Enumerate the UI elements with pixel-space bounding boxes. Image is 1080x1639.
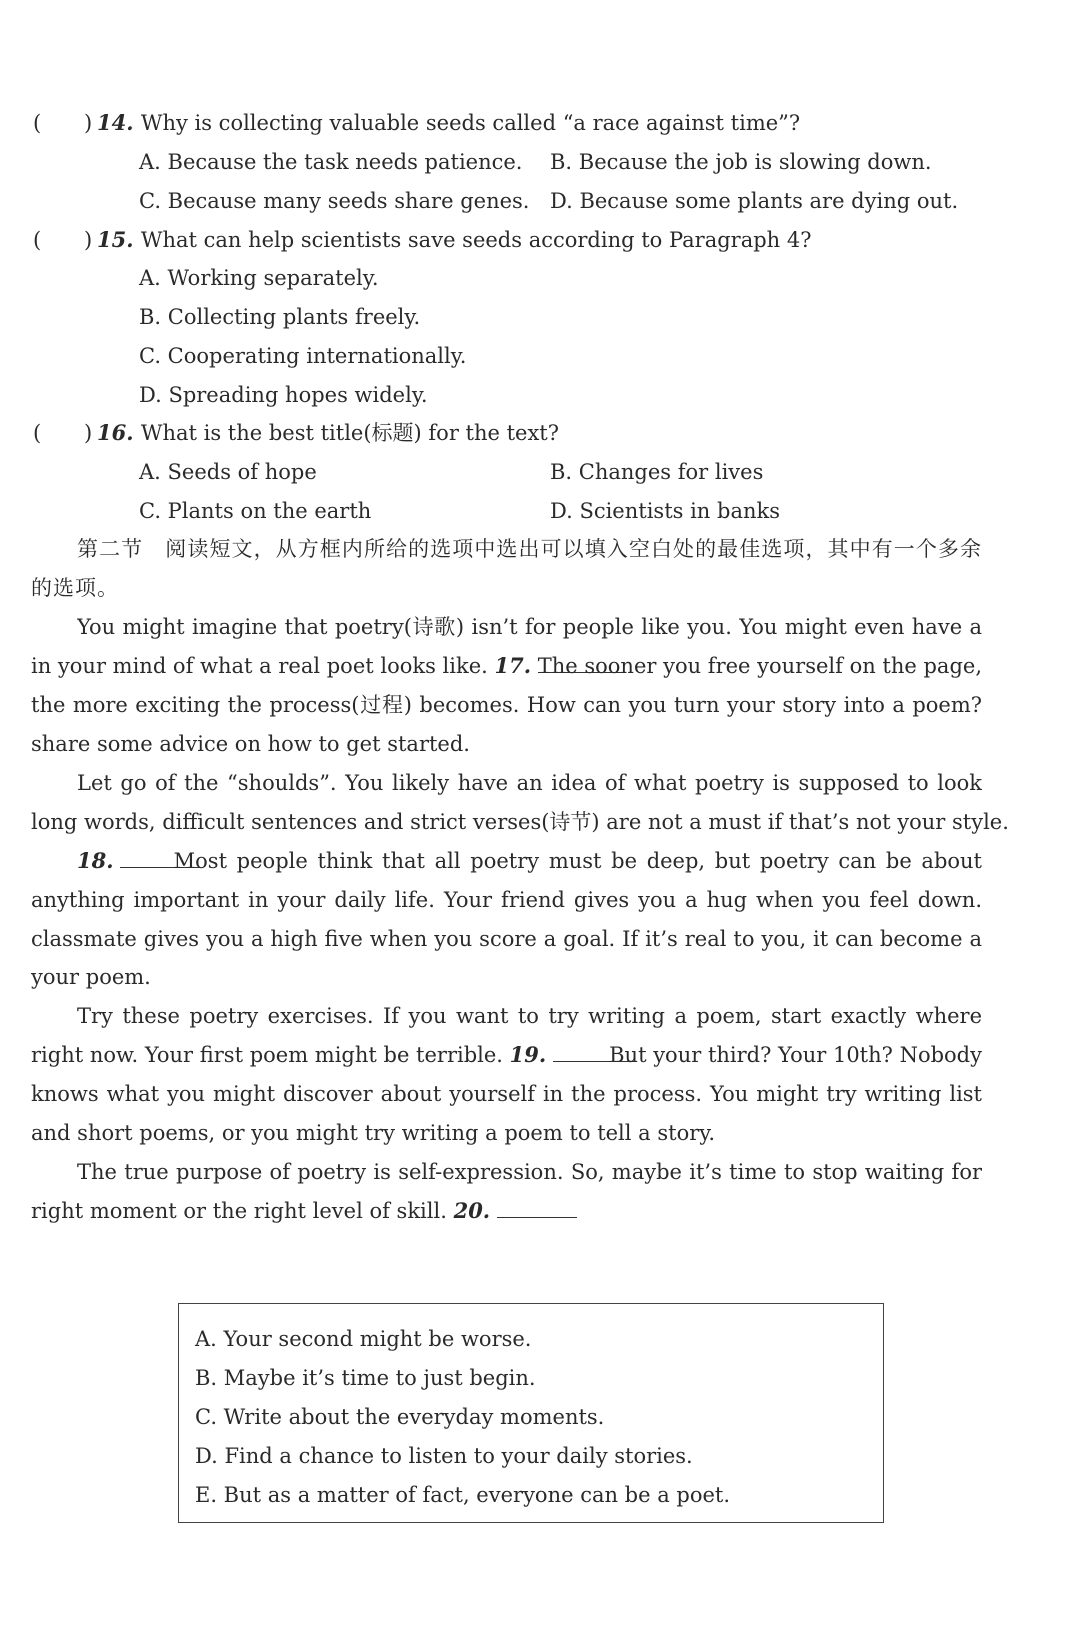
- passage-p3-line1: [77, 847, 982, 875]
- q14-option-a: A. Because the task needs patience.: [139, 150, 523, 174]
- question-15: 15. What can help scientists save seeds according to Paragraph 4?: [97, 227, 812, 252]
- passage-p3-line4: your poem.: [31, 965, 151, 989]
- passage-text: The sooner you free yourself on the page,: [537, 654, 982, 678]
- passage-text: right moment or the right level of skill.: [31, 1199, 447, 1223]
- choice-a: A. Your second might be worse.: [195, 1327, 532, 1351]
- passage-p4-line3: knows what you might discover about yourself in the process. You might try writing list: [31, 1082, 982, 1106]
- question-stem-14: Why is collecting valuable seeds called “a race against time”?: [140, 111, 801, 135]
- q15-option-b: B. Collecting plants freely.: [139, 305, 421, 329]
- passage-p2-line1: Let go of the “shoulds”. You likely have an idea of what poetry is supposed to look: [77, 771, 982, 795]
- q16-option-c: C. Plants on the earth: [139, 499, 372, 523]
- passage-p3-line3: classmate gives you a high five when you score a goal. If it’s real to you, it can become a: [31, 927, 982, 951]
- options-box: [178, 1303, 884, 1523]
- q16-option-a: A. Seeds of hope: [139, 460, 317, 484]
- choice-b: B. Maybe it’s time to just begin.: [195, 1366, 536, 1390]
- passage-p4-line2: [31, 1041, 982, 1069]
- passage-text: in your mind of what a real poet looks like.: [31, 654, 488, 678]
- question-stem-15: What can help scientists save seeds according to Paragraph 4?: [140, 228, 812, 252]
- blank-number-18: 18.: [77, 848, 114, 873]
- question-number-16: 16: [97, 420, 127, 445]
- answer-paren-open-14: (: [33, 111, 42, 135]
- passage-p4-line1: Try these poetry exercises. If you want to try writing a poem, start exactly where: [77, 1004, 982, 1028]
- passage-text: But your third? Your 10th? Nobody: [609, 1043, 982, 1067]
- question-number-15: 15: [97, 227, 127, 252]
- blank-number-20: 20.: [453, 1198, 491, 1223]
- passage-p3-line2: anything important in your daily life. Your friend gives you a hug when you feel down.: [31, 888, 982, 912]
- answer-paren-close-15: ): [84, 228, 93, 252]
- q15-option-a: A. Working separately.: [139, 266, 379, 290]
- q15-option-d: D. Spreading hopes widely.: [139, 383, 428, 407]
- question-14: 14. Why is collecting valuable seeds called “a race against time”?: [97, 110, 801, 135]
- passage-p1-line2: [31, 652, 982, 680]
- choice-c: C. Write about the everyday moments.: [195, 1405, 605, 1429]
- question-stem-16: What is the best title(标题) for the text?: [140, 421, 560, 445]
- passage-p1-line4: share some advice on how to get started.: [31, 732, 470, 756]
- answer-paren-open-16: (: [33, 421, 42, 445]
- section-heading-cont: 的选项。: [31, 576, 119, 600]
- q14-option-d: D. Because some plants are dying out.: [550, 189, 959, 213]
- choice-e: E. But as a matter of fact, everyone can be a poet.: [195, 1483, 731, 1507]
- passage-p2-line2: long words, difficult sentences and strict verses(诗节) are not a must if that’s not your style.: [31, 810, 1009, 834]
- question-16: 16. What is the best title(标题) for the text?: [97, 420, 560, 445]
- blank-number-19: 19.: [509, 1042, 547, 1067]
- q14-option-b: B. Because the job is slowing down.: [550, 150, 932, 174]
- passage-p5-line2: [31, 1197, 577, 1225]
- q15-option-c: C. Cooperating internationally.: [139, 344, 467, 368]
- passage-p4-line4: and short poems, or you might try writing a poem to tell a story.: [31, 1121, 716, 1145]
- passage-p1-line3: the more exciting the process(过程) becomes. How can you turn your story into a poem?: [31, 693, 982, 717]
- choice-d: D. Find a chance to listen to your daily stories.: [195, 1444, 693, 1468]
- section-heading: 第二节 阅读短文，从方框内所给的选项中选出可以填入空白处的最佳选项，其中有一个多余: [77, 537, 982, 561]
- passage-text: Most people think that all poetry must be deep, but poetry can be about: [173, 849, 982, 873]
- passage-p1-line1: You might imagine that poetry(诗歌) isn’t for people like you. You might even have a: [77, 615, 982, 639]
- answer-blank-20[interactable]: [497, 1197, 577, 1218]
- passage-p5-line1: The true purpose of poetry is self-expression. So, maybe it’s time to stop waiting for: [77, 1160, 982, 1184]
- blank-number-17: 17.: [494, 653, 532, 678]
- answer-paren-open-15: (: [33, 228, 42, 252]
- question-number-14: 14: [97, 110, 127, 135]
- q16-option-d: D. Scientists in banks: [550, 499, 780, 523]
- answer-paren-close-14: ): [84, 111, 93, 135]
- q14-option-c: C. Because many seeds share genes.: [139, 189, 530, 213]
- passage-text: right now. Your first poem might be terrible.: [31, 1043, 503, 1067]
- answer-paren-close-16: ): [84, 421, 93, 445]
- q16-option-b: B. Changes for lives: [550, 460, 764, 484]
